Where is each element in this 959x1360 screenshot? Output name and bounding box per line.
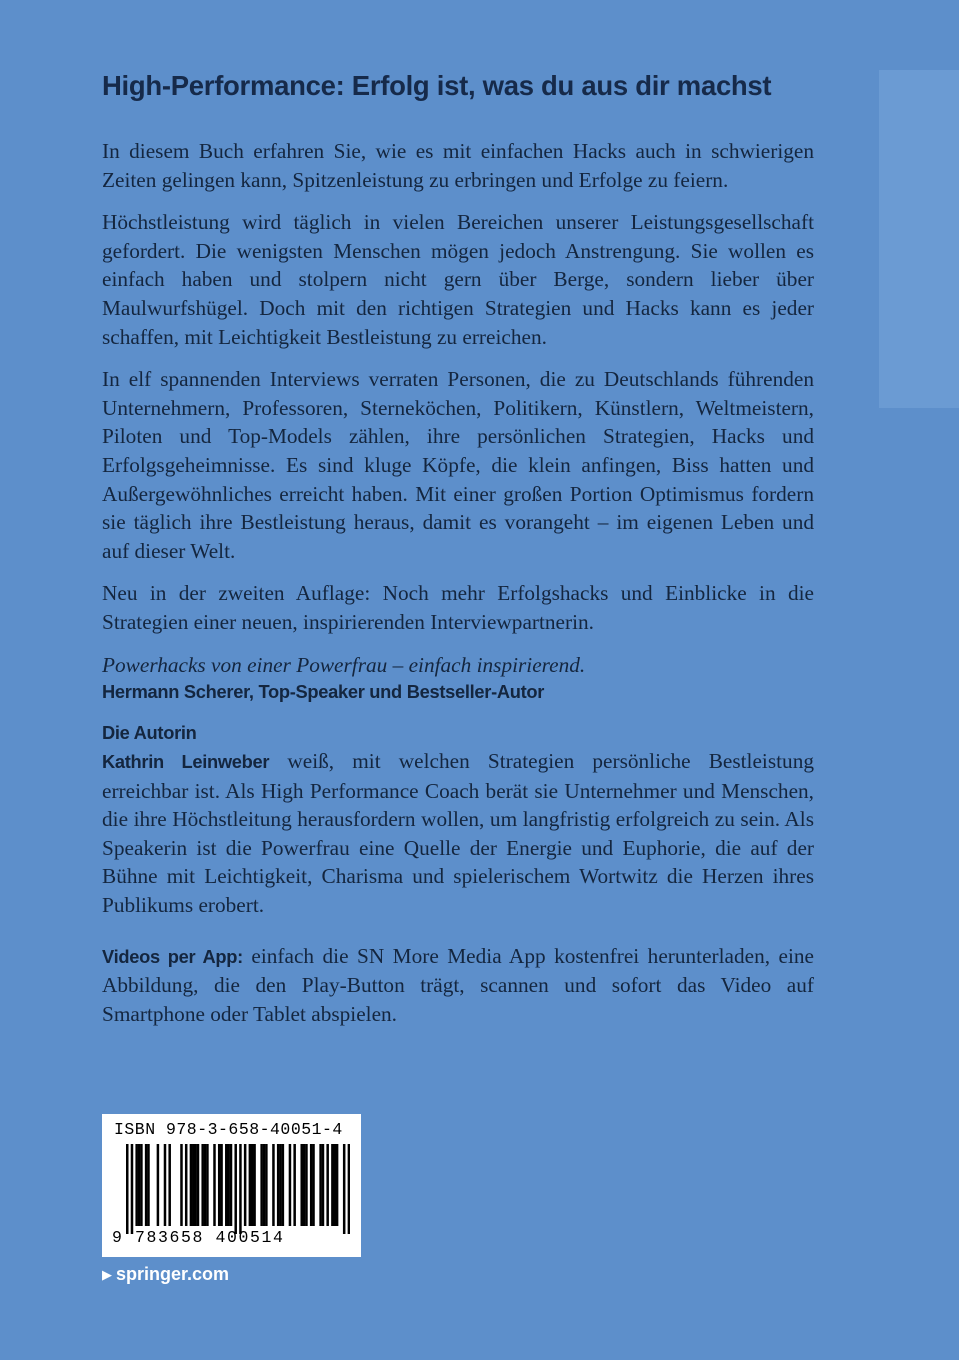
barcode-bar [227,1144,230,1226]
back-cover-text [102,137,814,1042]
barcode-bar [310,1144,313,1226]
barcode-bar [319,1144,322,1226]
description-paragraph: Höchstleistung wird täglich in vielen Bereichen unserer Leistungsgesellschaft gefordert. Die wenigsten Menschen mögen jedoch Anstrengung. Sie wollen es einfach haben und stolpern nicht gern über Berge, sondern lieber über Maulwurfshügel. Doch mit den richtigen Strategien und Hacks kann es jeder schaffen, mit Leichtigkeit Bestleistung zu erreichen. [102,210,814,349]
cover-edge-strip [879,70,959,408]
barcode-bar [249,1144,252,1226]
barcode-bar [282,1144,285,1226]
barcode-bar [272,1144,275,1226]
barcode-bar [190,1144,193,1226]
author-bio [102,747,814,920]
videos-info [102,942,814,1029]
barcode-bar [225,1144,228,1226]
barcode-bars [126,1144,350,1234]
barcode-bar [201,1144,204,1226]
publisher-link[interactable] [102,1264,229,1285]
barcode-bar [336,1144,339,1226]
barcode-bar [206,1144,209,1226]
interviews-paragraph: In elf spannenden Interviews verraten Personen, die zu Deutschlands führenden Unternehmern, Professoren, Sterneköchen, Politikern, Künstlern, Weltmeistern, Piloten und Top-Models zählen, ihre persönlichen Strategien, Hacks und Erfolgsgeheimnisse. Es sind kluge Köpfe, die klein anfingen, Biss hatten und Außergewöhnliches erreicht haben. Mit einer großen Portion Optimismus fordern sie täglich ihre Bestleistung heraus, damit es vorangeht – im eigenen Leben und auf dieser Welt. [102,367,814,563]
barcode-bar [289,1144,292,1226]
barcode-bar [135,1144,138,1226]
barcode-bar [293,1144,296,1226]
barcode-bar [333,1144,336,1226]
barcode-bar [260,1144,263,1226]
barcode-bar [343,1144,346,1234]
barcode-bar [230,1144,233,1226]
isbn-label: ISBN 978-3-658-40051-4 [114,1120,343,1139]
barcode-bar [279,1144,282,1226]
barcode-bar [348,1144,350,1234]
author-section-heading: Die Autorin [102,722,197,744]
barcode-bar [277,1144,280,1226]
author-name: Kathrin Leinweber [102,751,270,773]
barcode-bar [164,1144,167,1226]
barcode-bar [147,1144,150,1226]
barcode-digits: 9 783658 400514 [112,1228,285,1247]
isbn-barcode [102,1114,361,1257]
barcode-bar [204,1144,207,1226]
barcode-bar [244,1144,247,1226]
barcode-bar [251,1144,254,1226]
barcode-bar [303,1144,306,1226]
barcode-bar [140,1144,143,1226]
barcode-bar [180,1144,183,1226]
barcode-bar [220,1144,223,1226]
author-bio-text: weiß, mit welchen Strategien persönliche Bestleistung erreichbar ist. Als High Performance Coach berät sie Unternehmer und Menschen, die ihre Höchstleitung herausfordern wollen, um langfristig erfolgreich zu sein. Als Speakerin ist die Powerfrau eine Quelle der Energie und Euphorie, die auf der Bühne mit Leichtigkeit, Charisma und spielerischem Wortwitz die Herzen ihres Publikums erobert. [102,749,814,918]
endorsement-author: Hermann Scherer, Top-Speaker und Bestseller-Autor [102,681,545,703]
barcode-bar [326,1144,329,1226]
barcode-bar [157,1144,160,1226]
barcode-bar [185,1144,188,1226]
barcode-bar [263,1144,266,1226]
barcode-bar [126,1144,129,1234]
publisher-website: springer.com [116,1264,230,1284]
barcode-bar [300,1144,303,1226]
barcode-bar [239,1144,242,1234]
barcode-bar [331,1144,334,1226]
barcode-bar [145,1144,148,1226]
barcode-bar [312,1144,315,1226]
barcode-bar [213,1144,216,1226]
play-arrow-icon: ▶ [102,1267,112,1282]
endorsement-quote: Powerhacks von einer Powerfrau – einfach inspirierend. [102,652,586,677]
barcode-bar [234,1144,237,1234]
barcode-bar [131,1144,134,1234]
book-title: High-Performance: Erfolg ist, was du aus dir machst [102,70,772,101]
barcode-bar [265,1144,268,1226]
barcode-bar [192,1144,195,1226]
videos-label: Videos per App: [102,945,243,967]
barcode-bar [218,1144,221,1226]
barcode-bar [138,1144,141,1226]
intro-paragraph: In diesem Buch erfahren Sie, wie es mit einfachen Hacks auch in schwierigen Zeiten gelingen kann, Spitzenleistung zu erbringen und Erfolge zu feiern. [102,139,814,192]
barcode-bar [305,1144,308,1226]
barcode-bar [197,1144,200,1226]
videos-text: einfach die SN More Media App kostenfrei herunterladen, eine Abbildung, die den Play-Button trägt, scannen und sofort das Video auf Smartphone oder Tablet abspielen. [102,943,814,1026]
barcode-bar [253,1144,256,1226]
barcode-bar [168,1144,171,1226]
second-edition-paragraph: Neu in der zweiten Auflage: Noch mehr Erfolgshacks und Einblicke in die Strategien einer neuen, inspirierenden Interviewpartnerin. [102,581,814,634]
barcode-bar [194,1144,197,1226]
barcode-bar [322,1144,325,1226]
